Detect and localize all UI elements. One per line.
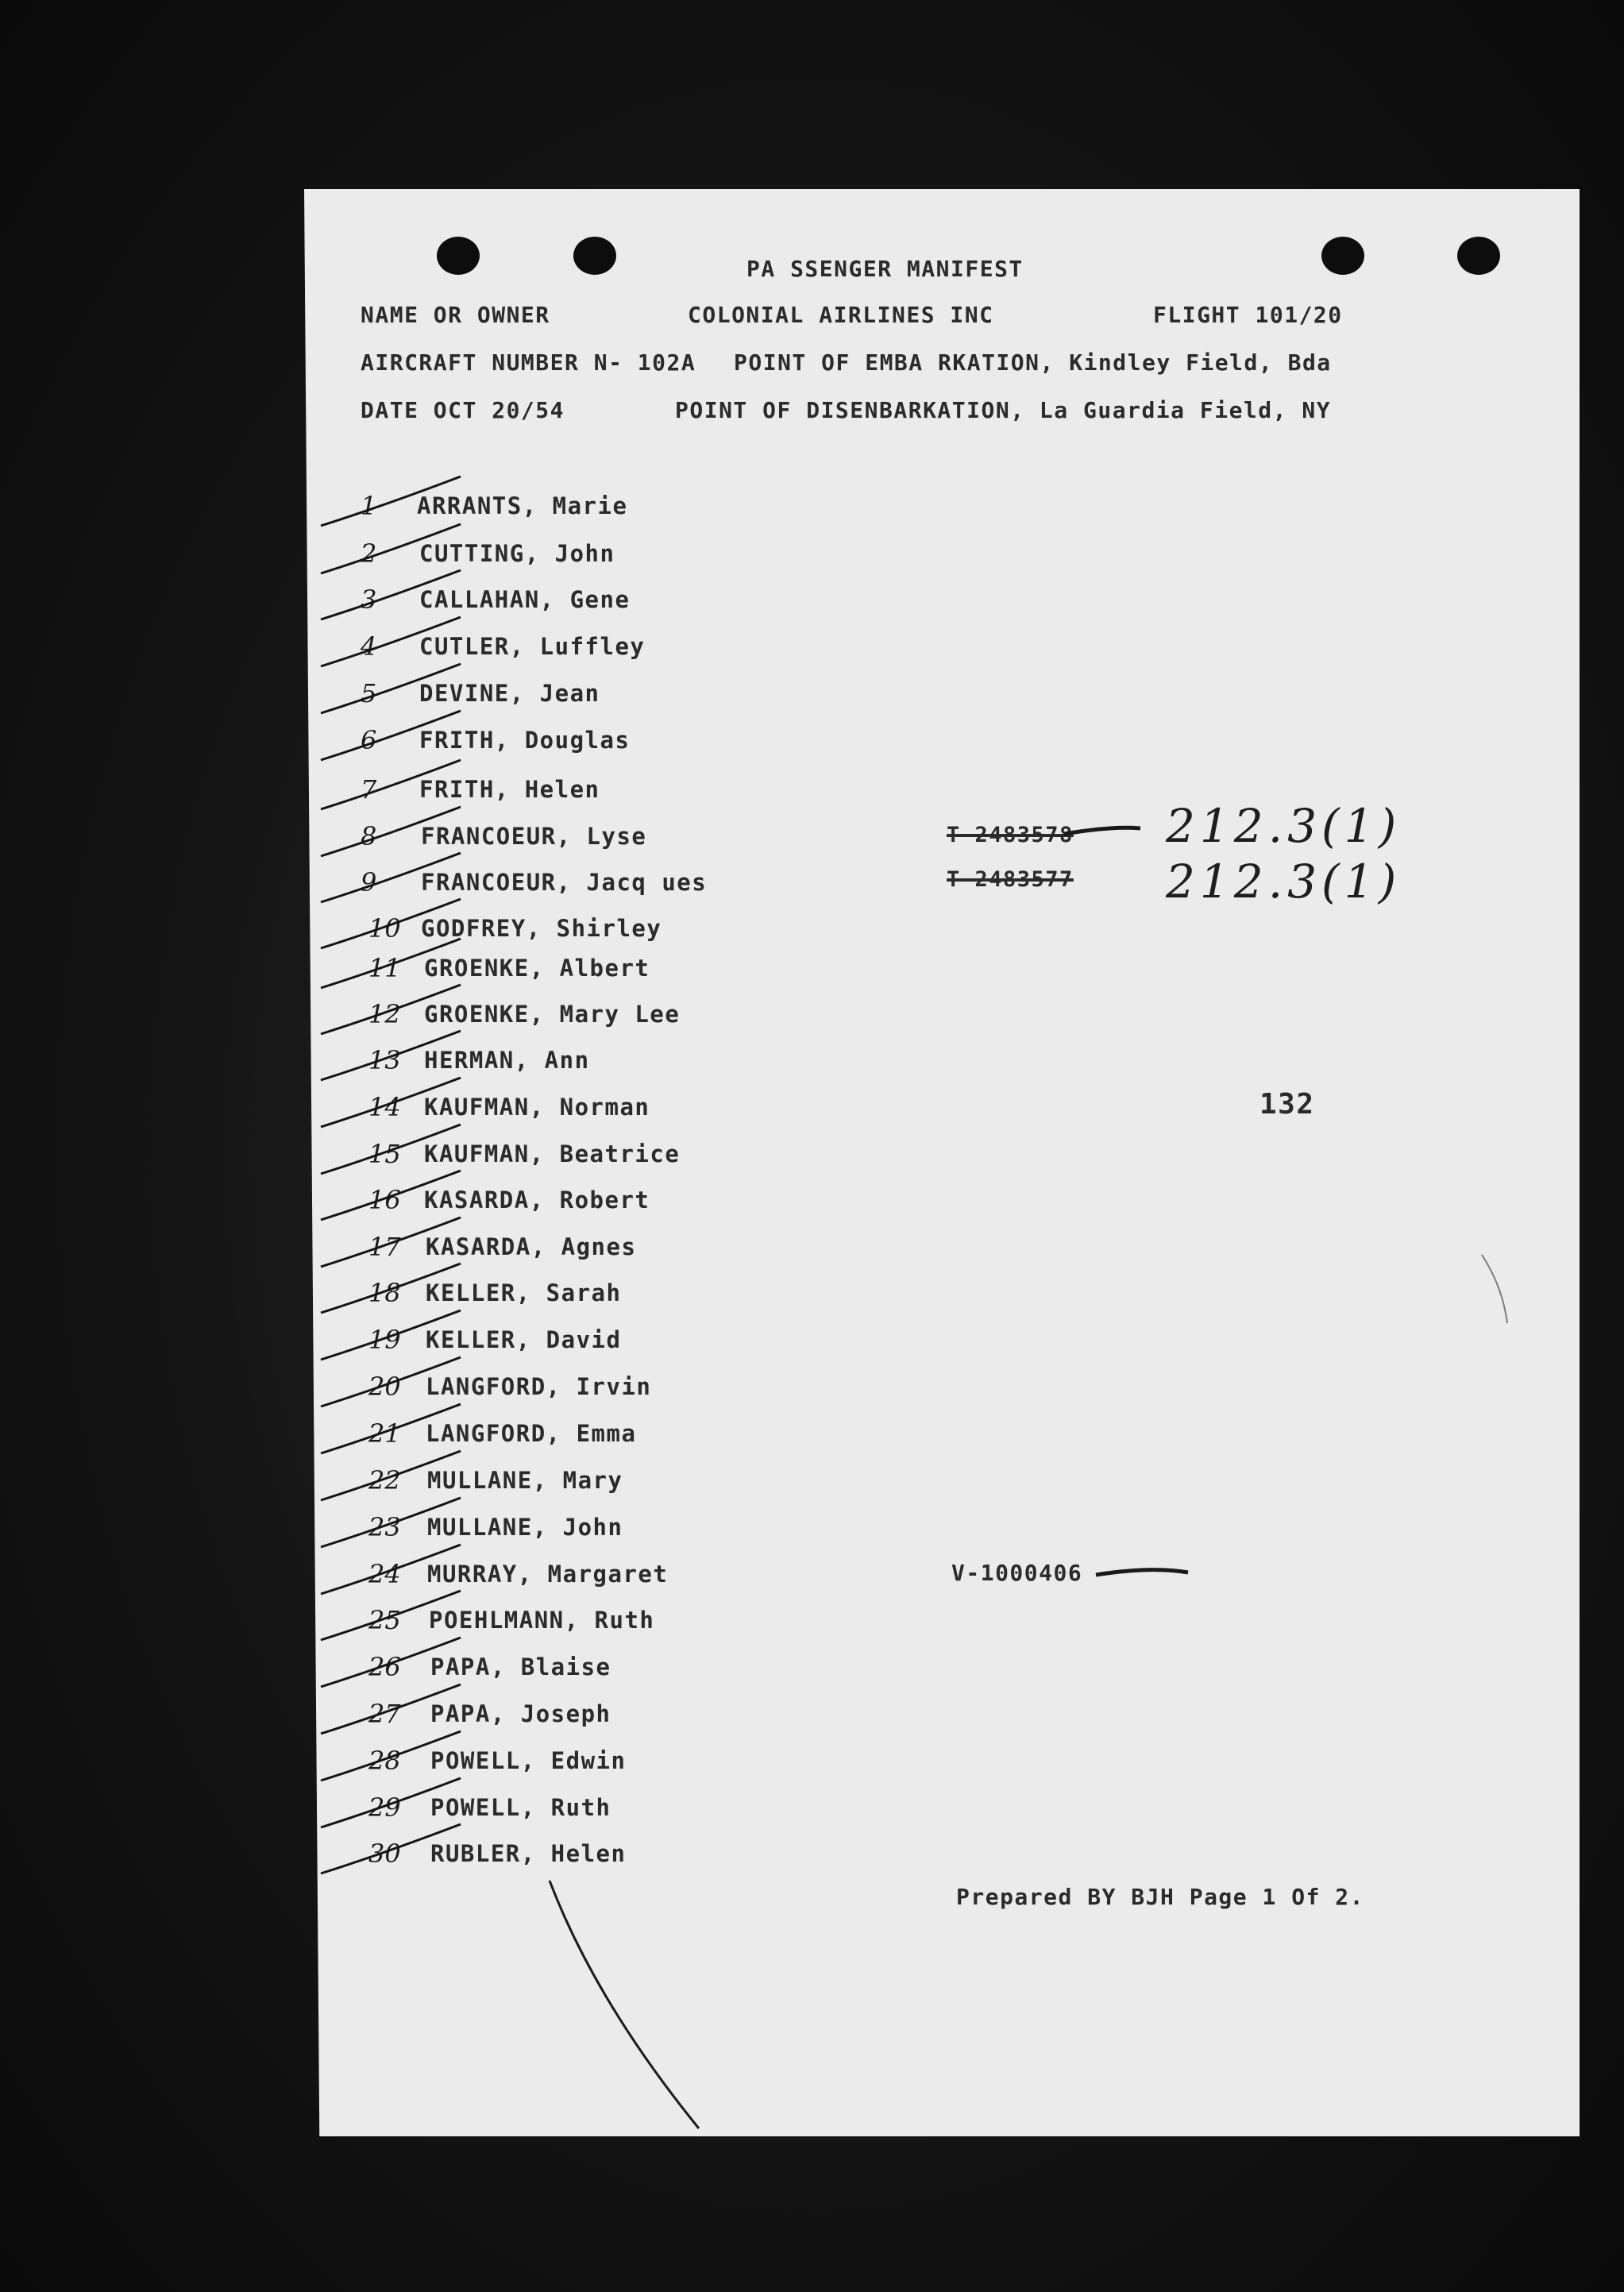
passenger-number: 1 — [361, 491, 377, 521]
passenger-number: 26 — [368, 1652, 401, 1682]
ticket-number-8: T-2483578 — [947, 823, 1074, 847]
passenger-number: 24 — [368, 1559, 401, 1589]
checkmark-stroke — [321, 1451, 461, 1500]
checkmark-stroke — [321, 1357, 461, 1406]
passenger-name: KAUFMAN, Beatrice — [424, 1140, 681, 1167]
passenger-name: FRANCOEUR, Jacq ues — [421, 869, 708, 896]
checkmark-stroke — [321, 1498, 461, 1547]
passenger-number: 16 — [368, 1185, 401, 1215]
passenger-number: 19 — [368, 1325, 401, 1355]
passenger-name: GODFREY, Shirley — [421, 915, 662, 942]
passenger-number: 8 — [361, 821, 377, 851]
passenger-name: CUTLER, Luffley — [419, 633, 646, 660]
checkmark-stroke — [321, 1404, 461, 1453]
passenger-number: 27 — [368, 1699, 401, 1729]
checkmark-stroke — [321, 1171, 461, 1220]
passenger-number: 15 — [368, 1139, 401, 1169]
checkmark-stroke — [321, 1778, 461, 1827]
manifest-title: PA SSENGER MANIFEST — [746, 256, 1024, 282]
passenger-name: KELLER, Sarah — [426, 1279, 622, 1306]
passenger-name: FRANCOEUR, Lyse — [421, 823, 647, 850]
passenger-name: ARRANTS, Marie — [417, 492, 628, 519]
passenger-name: LANGFORD, Emma — [426, 1420, 637, 1447]
passenger-number: 18 — [368, 1278, 401, 1308]
passenger-name: GROENKE, Albert — [424, 955, 650, 982]
passenger-name: FRITH, Douglas — [419, 727, 631, 754]
passenger-number: 14 — [368, 1092, 401, 1122]
page-stamp-number: 132 — [1259, 1088, 1315, 1121]
flight-date: DATE OCT 20/54 — [361, 397, 565, 423]
checkmark-stroke — [321, 711, 461, 760]
passenger-name: PAPA, Blaise — [430, 1653, 611, 1680]
checkmark-stroke — [321, 1310, 461, 1360]
ticket-number-9: T-2483577 — [947, 867, 1074, 892]
checkmark-stroke — [321, 1545, 461, 1594]
passenger-name: KAUFMAN, Norman — [424, 1094, 650, 1121]
checkmark-stroke — [321, 807, 461, 856]
passenger-name: HERMAN, Ann — [424, 1047, 590, 1074]
passenger-number: 20 — [368, 1372, 401, 1402]
checkmark-stroke — [321, 1638, 461, 1687]
passenger-number: 9 — [361, 867, 377, 897]
passenger-number: 29 — [368, 1792, 401, 1823]
passenger-name: CALLAHAN, Gene — [419, 586, 631, 613]
passenger-name: POWELL, Edwin — [430, 1747, 627, 1774]
passenger-name: LANGFORD, Irvin — [426, 1373, 652, 1400]
passenger-number: 28 — [368, 1746, 401, 1776]
passenger-number: 23 — [368, 1512, 401, 1542]
passenger-number: 10 — [368, 913, 401, 943]
checkmark-stroke — [321, 1591, 461, 1640]
passenger-number: 3 — [361, 585, 377, 615]
checkmark-stroke — [321, 1031, 461, 1080]
passenger-name: MULLANE, John — [427, 1514, 623, 1541]
disembarkation-point: POINT OF DISENBARKATION, La Guardia Field, NY — [675, 397, 1332, 423]
checkmark-stroke — [321, 570, 461, 619]
checkmark-stroke — [321, 1078, 461, 1127]
checkmark-stroke — [321, 985, 461, 1034]
passenger-name: GROENKE, Mary Lee — [424, 1001, 681, 1028]
passenger-number: 7 — [361, 774, 377, 805]
checkmark-stroke — [321, 1824, 461, 1873]
checkmark-stroke — [321, 1731, 461, 1781]
pen-dash — [1064, 828, 1140, 834]
passenger-name: KASARDA, Robert — [424, 1187, 650, 1214]
passenger-name: POWELL, Ruth — [430, 1794, 611, 1821]
passenger-number: 25 — [368, 1605, 401, 1635]
checkmark-stroke — [321, 1264, 461, 1313]
passenger-number: 4 — [361, 631, 377, 662]
passenger-name: FRITH, Helen — [419, 776, 600, 803]
checkmark-stroke — [321, 1684, 461, 1734]
flight-number: FLIGHT 101/20 — [1153, 302, 1343, 328]
checkmark-stroke — [321, 524, 461, 573]
checkmark-stroke — [321, 760, 461, 809]
checkmark-stroke — [321, 1125, 461, 1174]
passenger-name: PAPA, Joseph — [430, 1700, 611, 1727]
passenger-name: DEVINE, Jean — [419, 680, 600, 707]
pen-dash — [1096, 1570, 1188, 1575]
checkmark-stroke — [321, 1217, 461, 1267]
checkmark-stroke — [321, 939, 461, 988]
passenger-name: KELLER, David — [426, 1326, 622, 1353]
embarkation-point: POINT OF EMBA RKATION, Kindley Field, Bda — [734, 349, 1332, 376]
pen-stroke — [1482, 1255, 1507, 1323]
checkmark-stroke — [321, 664, 461, 713]
prepared-by-footer: Prepared BY BJH Page 1 Of 2. — [956, 1884, 1365, 1910]
aircraft-number: AIRCRAFT NUMBER N- 102A — [361, 349, 696, 376]
checkmark-stroke — [321, 899, 461, 948]
passenger-name: CUTTING, John — [419, 540, 615, 567]
passenger-name: POEHLMANN, Ruth — [429, 1607, 655, 1634]
passenger-number: 21 — [368, 1418, 401, 1449]
passenger-number: 11 — [368, 953, 401, 983]
checkmark-group — [321, 477, 461, 1873]
handwritten-code-9: 212.3(1) — [1166, 855, 1402, 909]
passenger-number: 13 — [368, 1045, 401, 1075]
passenger-number: 30 — [368, 1839, 401, 1869]
passenger-number: 6 — [361, 725, 377, 755]
passenger-name: MURRAY, Margaret — [427, 1561, 669, 1588]
checkmark-stroke — [321, 853, 461, 902]
passenger-name: KASARDA, Agnes — [426, 1233, 637, 1260]
passenger-number: 12 — [368, 999, 401, 1029]
owner-value: COLONIAL AIRLINES INC — [688, 302, 994, 328]
checkmark-stroke — [321, 477, 461, 526]
passenger-number: 5 — [361, 678, 377, 708]
checkmark-stroke — [321, 617, 461, 666]
visa-number-24: V-1000406 — [951, 1560, 1083, 1586]
passenger-number: 2 — [361, 538, 377, 569]
passenger-number: 17 — [368, 1232, 401, 1262]
pen-stroke — [550, 1881, 699, 2128]
passenger-name: MULLANE, Mary — [427, 1467, 623, 1494]
owner-label: NAME OR OWNER — [361, 302, 550, 328]
passenger-name: RUBLER, Helen — [430, 1840, 627, 1867]
passenger-number: 22 — [368, 1465, 401, 1495]
handwritten-code-8: 212.3(1) — [1166, 799, 1402, 853]
